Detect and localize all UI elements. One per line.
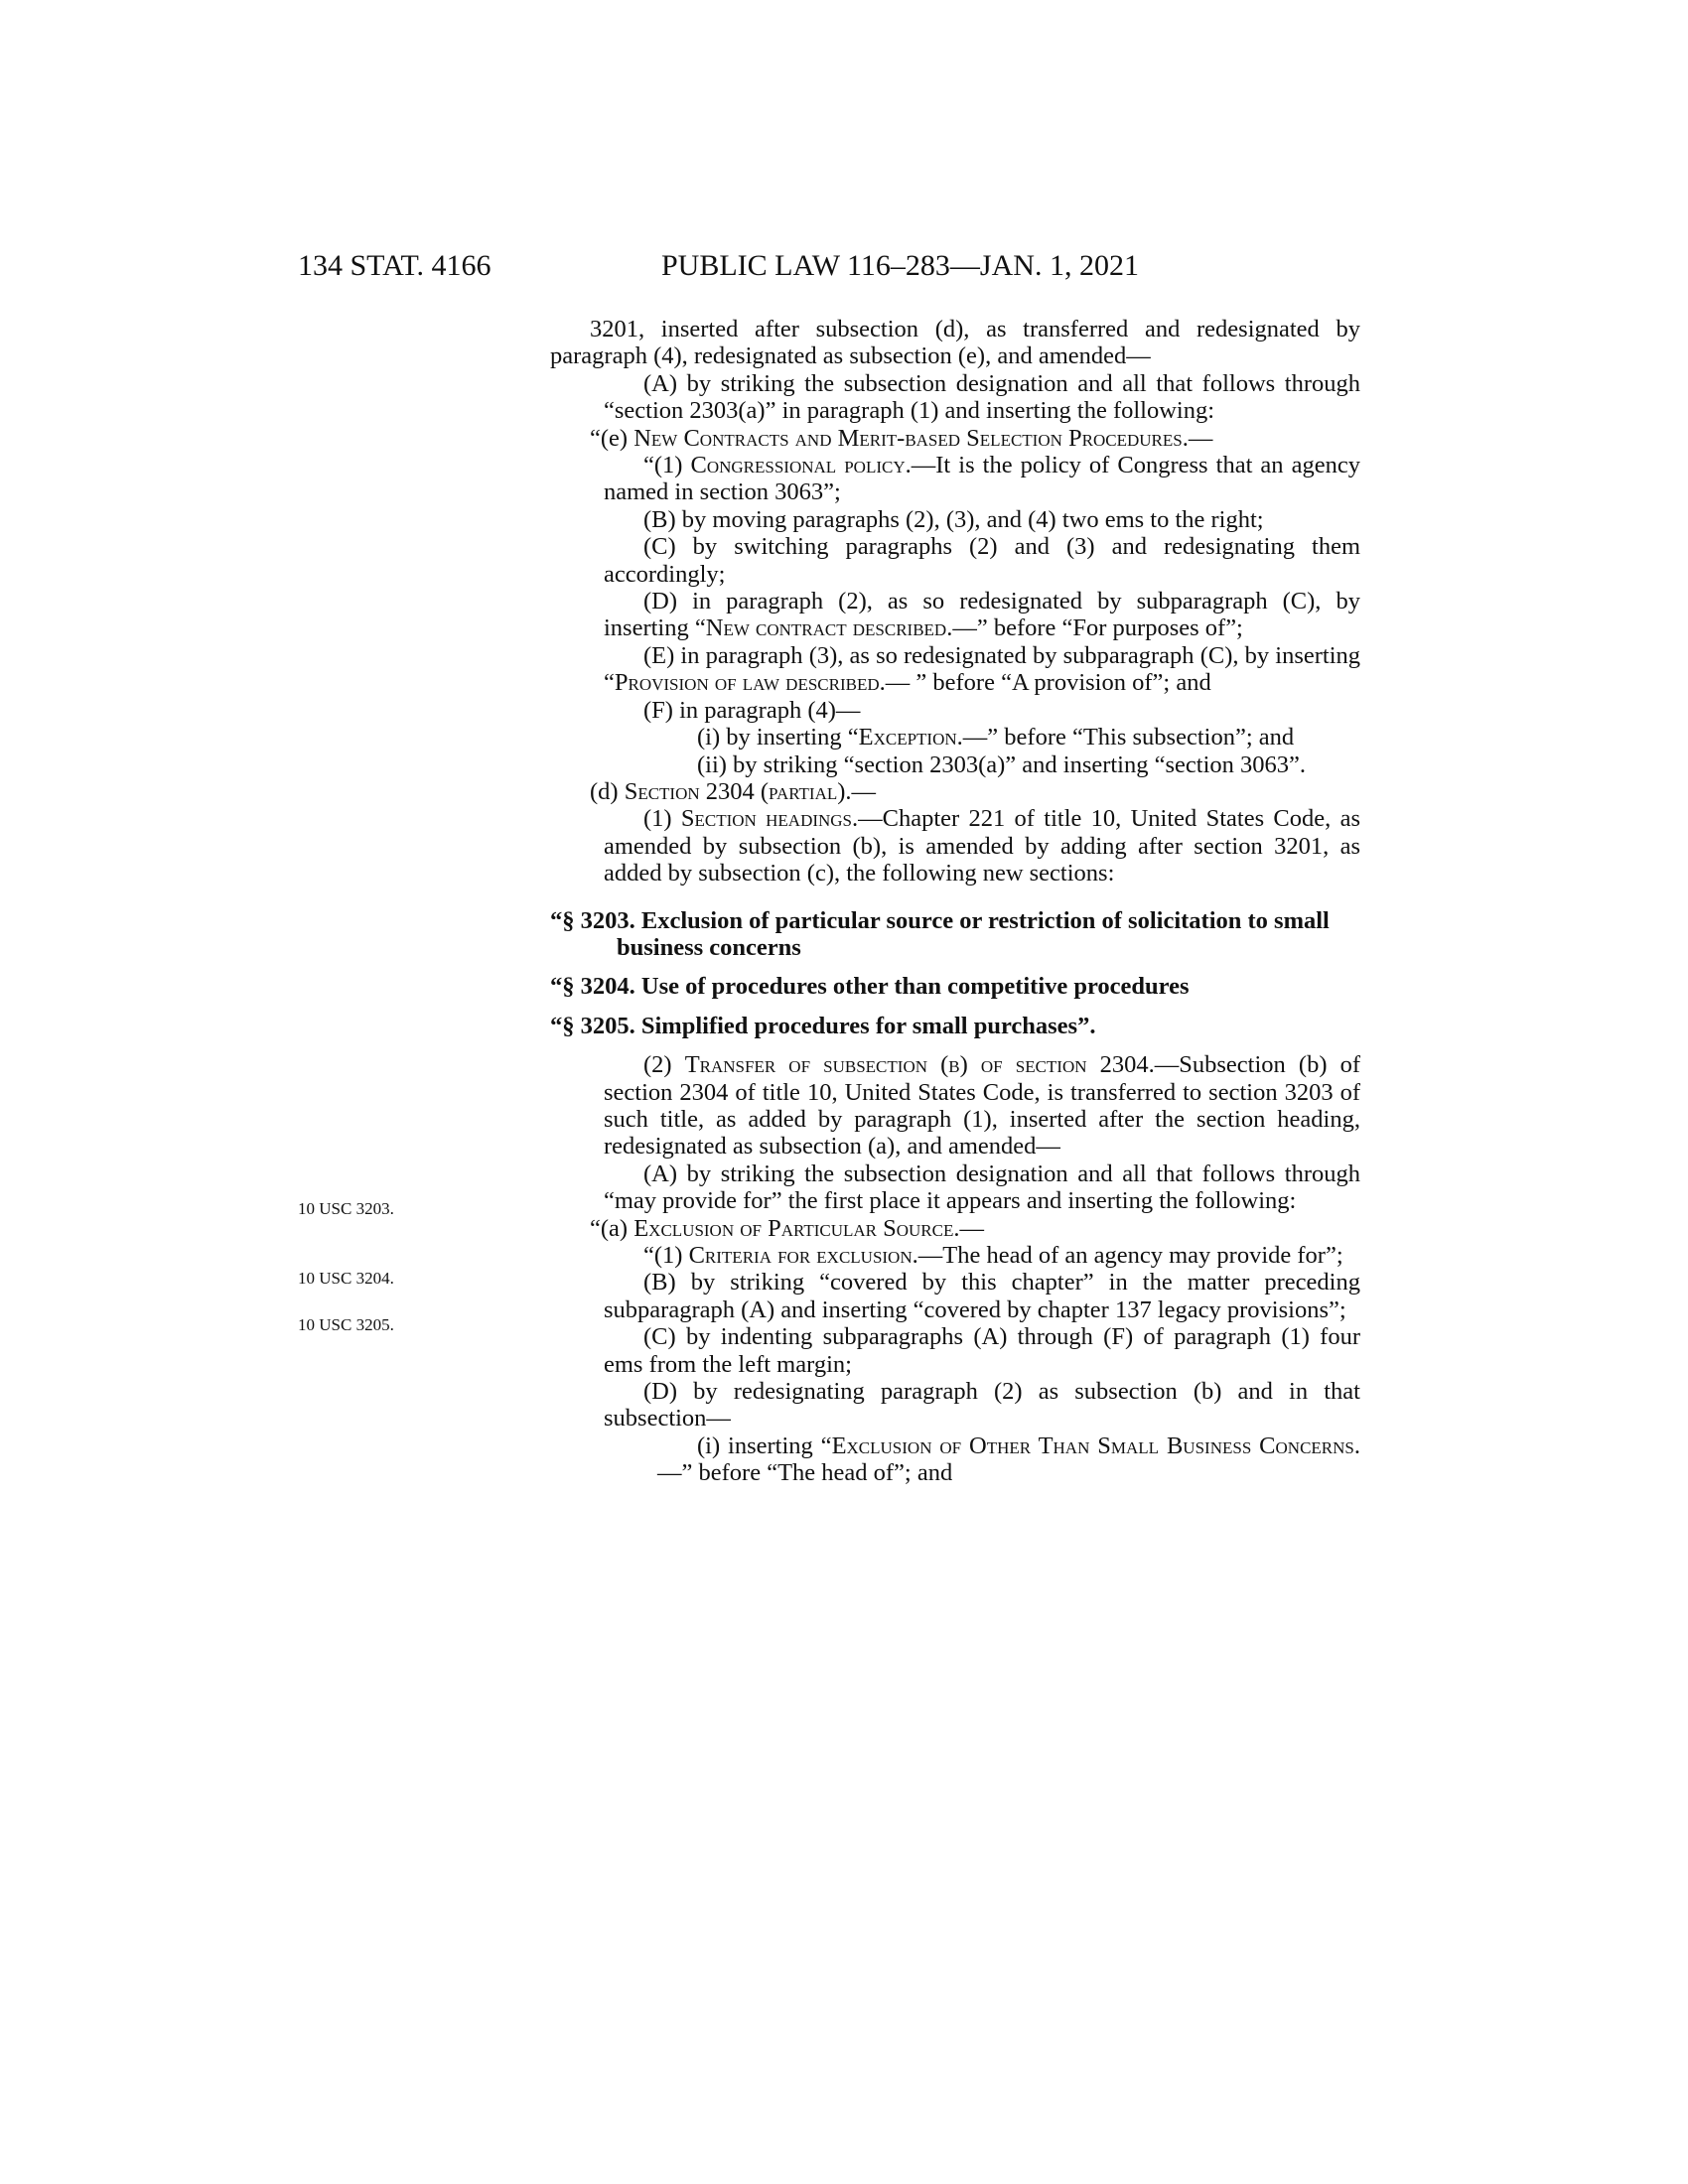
- section-heading-3204: “§ 3204. Use of procedures other than competitive procedures: [550, 973, 1190, 1001]
- paragraph: (A) by striking the subsection designation and all that follows through “may provide for” the first place it appears and inserting the following:: [604, 1160, 1360, 1215]
- margin-note-3205: 10 USC 3205.: [298, 1315, 394, 1334]
- paragraph: “(a) Exclusion of Particular Source.—: [590, 1214, 984, 1242]
- paragraph: “(1) Criteria for exclusion.—The head of an agency may provide for”;: [643, 1242, 1343, 1269]
- paragraph: (E) in paragraph (3), as so redesignated by subparagraph (C), by inserting “Provision of law described.— ” before “A provision of”; and: [604, 641, 1360, 697]
- paragraph: (C) by indenting subparagraphs (A) through (F) of paragraph (1) four ems from the left margin;: [604, 1323, 1360, 1378]
- paragraph: (D) in paragraph (2), as so redesignated by subparagraph (C), by inserting “New contract described.—” before “For purposes of”;: [604, 588, 1360, 642]
- paragraph: (F) in paragraph (4)—: [643, 696, 861, 724]
- paragraph: (1) Section headings.—Chapter 221 of title 10, United States Code, as amended by subsection (b), is amended by adding after section 3201, as added by subsection (c), the following new sections:: [604, 805, 1360, 887]
- paragraph: (ii) by striking “section 2303(a)” and inserting “section 3063”.: [697, 751, 1307, 778]
- paragraph: (2) Transfer of subsection (b) of section 2304.—Subsection (b) of section 2304 of title 10, United States Code, is transferred to section 3203 of such title, as added by paragraph (1), inserted after the section heading, redesignated as subsection (a), and amended—: [604, 1051, 1361, 1160]
- page-stat-number: 134 STAT. 4166: [298, 249, 492, 282]
- paragraph: “(e) New Contracts and Merit-based Selection Procedures.—: [590, 424, 1213, 452]
- paragraph: (i) inserting “Exclusion of Other Than Small Business Concerns.—” before “The head of”; and: [657, 1432, 1360, 1487]
- paragraph: (i) by inserting “Exception.—” before “This subsection”; and: [697, 724, 1295, 751]
- paragraph: 3201, inserted after subsection (d), as transferred and redesignated by paragraph (4), redesignated as subsection (e), and amended—: [550, 316, 1360, 370]
- margin-note-3204: 10 USC 3204.: [298, 1269, 394, 1288]
- running-header: PUBLIC LAW 116–283—JAN. 1, 2021: [661, 249, 1139, 282]
- body-text: [550, 316, 1360, 1487]
- paragraph: (A) by striking the subsection designation and all that follows through “section 2303(a)” in paragraph (1) and inserting the following:: [604, 369, 1360, 425]
- paragraph: (C) by switching paragraphs (2) and (3) and redesignating them accordingly;: [604, 533, 1360, 588]
- section-heading-3205: “§ 3205. Simplified procedures for small purchases”.: [550, 1012, 1096, 1039]
- paragraph: (B) by striking “covered by this chapter” in the matter preceding subparagraph (A) and inserting “covered by chapter 137 legacy provisions”;: [604, 1269, 1360, 1323]
- paragraph: (B) by moving paragraphs (2), (3), and (4) two ems to the right;: [643, 505, 1264, 533]
- margin-note-3203: 10 USC 3203.: [298, 1199, 394, 1218]
- paragraph: (D) by redesignating paragraph (2) as subsection (b) and in that subsection—: [604, 1378, 1360, 1433]
- paragraph: (d) Section 2304 (partial).—: [590, 777, 877, 805]
- paragraph: “(1) Congressional policy.—It is the policy of Congress that an agency named in section 3063”;: [604, 452, 1360, 506]
- section-heading-3203: “§ 3203. Exclusion of particular source or restriction of solicitation to small business concerns: [550, 906, 1330, 961]
